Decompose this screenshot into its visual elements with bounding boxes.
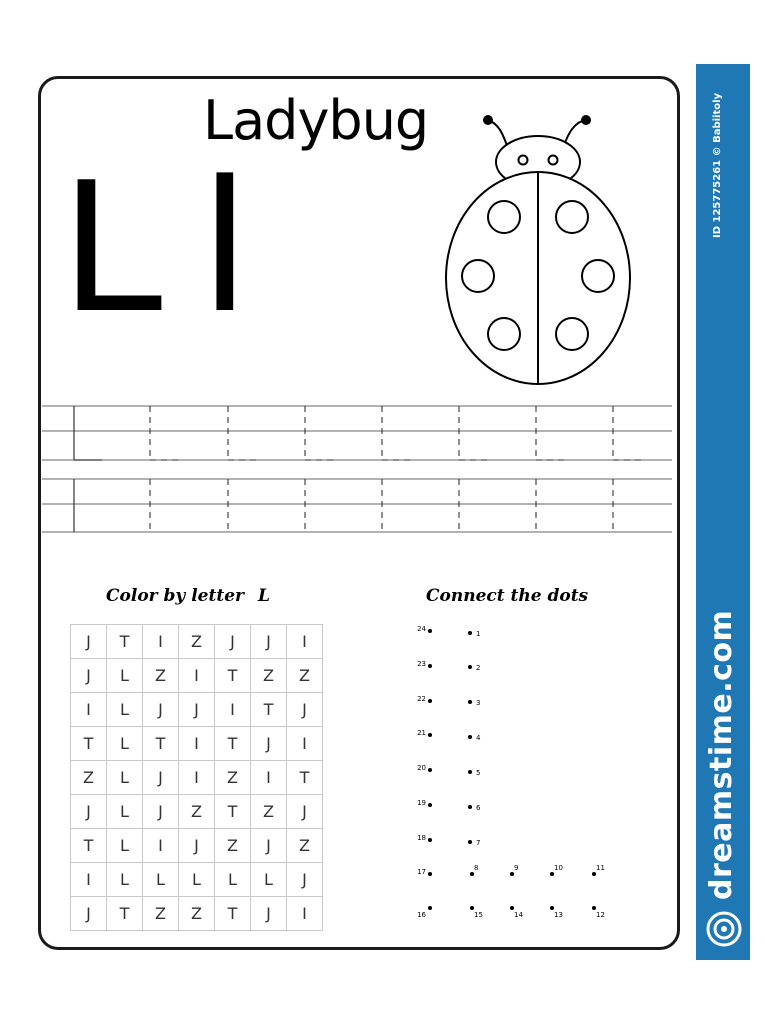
grid-cell: I — [287, 897, 323, 931]
grid-row — [71, 897, 323, 931]
grid-cell: I — [143, 625, 179, 659]
grid-cell: J — [71, 795, 107, 829]
grid-cell: Z — [71, 761, 107, 795]
grid-row — [71, 727, 323, 761]
grid-cell: Z — [179, 897, 215, 931]
grid-cell: Z — [251, 659, 287, 693]
trace-row-2 — [42, 479, 672, 532]
dot-label-11: 11 — [596, 864, 605, 872]
grid-cell: L — [107, 863, 143, 897]
grid-row — [71, 795, 323, 829]
grid-cell: Z — [287, 659, 323, 693]
grid-row — [71, 761, 323, 795]
dreamstime-logo-icon — [706, 911, 742, 947]
grid-cell: Z — [251, 795, 287, 829]
grid-cell: T — [71, 727, 107, 761]
grid-cell: J — [143, 693, 179, 727]
grid-cell: J — [215, 625, 251, 659]
grid-cell: Z — [143, 897, 179, 931]
dot-5 — [468, 770, 472, 774]
dot-label-9: 9 — [514, 864, 519, 872]
grid-cell: Z — [179, 795, 215, 829]
grid-cell: J — [251, 829, 287, 863]
dot-label-23: 23 — [417, 660, 426, 668]
trace-dashes-row-2 — [150, 479, 613, 532]
dot-label-2: 2 — [476, 664, 481, 672]
grid-cell: L — [215, 863, 251, 897]
grid-cell: J — [179, 693, 215, 727]
grid-cell: I — [287, 625, 323, 659]
dot-24 — [428, 629, 432, 633]
color-by-letter-grid — [70, 624, 323, 931]
grid-cell: I — [143, 829, 179, 863]
dot-label-13: 13 — [554, 911, 563, 919]
grid-cell: I — [71, 863, 107, 897]
trace-dashes-row-1 — [150, 406, 641, 460]
big-lowercase-letter: l — [203, 139, 246, 351]
dot-label-8: 8 — [474, 864, 479, 872]
ladybug-illustration — [440, 104, 640, 394]
grid-cell: I — [179, 727, 215, 761]
dot-6 — [468, 805, 472, 809]
dot-9 — [510, 872, 514, 876]
grid-cell: L — [107, 761, 143, 795]
tracing-lines — [0, 398, 696, 538]
dot-18 — [428, 838, 432, 842]
dot-3 — [468, 700, 472, 704]
grid-row — [71, 659, 323, 693]
dot-label-21: 21 — [417, 729, 426, 737]
grid-row — [71, 829, 323, 863]
grid-cell: Z — [287, 829, 323, 863]
dot-1 — [468, 631, 472, 635]
grid-row — [71, 693, 323, 727]
dot-label-18: 18 — [417, 834, 426, 842]
dot-label-16: 16 — [417, 911, 426, 919]
connect-the-dots — [400, 615, 620, 925]
dot-label-24: 24 — [417, 625, 426, 633]
grid-cell: L — [179, 863, 215, 897]
dot-20 — [428, 768, 432, 772]
grid-cell: T — [143, 727, 179, 761]
dot-13 — [550, 906, 554, 910]
dot-label-14: 14 — [514, 911, 523, 919]
color-by-letter-label: Color by letter — [106, 586, 244, 606]
grid-cell: Z — [215, 761, 251, 795]
grid-cell: J — [287, 795, 323, 829]
grid-cell: T — [71, 829, 107, 863]
grid-cell: T — [107, 897, 143, 931]
big-uppercase-letter: L — [62, 139, 168, 351]
dot-label-6: 6 — [476, 804, 481, 812]
grid-cell: Z — [143, 659, 179, 693]
dot-17 — [428, 872, 432, 876]
watermark-id: ID 125775261 © Babiitoly — [712, 92, 723, 238]
color-by-letter-title — [106, 585, 270, 607]
grid-cell: I — [287, 727, 323, 761]
dot-22 — [428, 699, 432, 703]
grid-cell: I — [71, 693, 107, 727]
grid-cell: J — [287, 863, 323, 897]
worksheet-title: Ladybug — [203, 89, 429, 152]
dot-label-10: 10 — [554, 864, 563, 872]
dot-8 — [470, 872, 474, 876]
right-antenna-tip — [581, 115, 591, 125]
dot-label-15: 15 — [474, 911, 483, 919]
grid-cell: J — [251, 625, 287, 659]
grid-cell: T — [215, 659, 251, 693]
dot-label-22: 22 — [417, 695, 426, 703]
dot-7 — [468, 840, 472, 844]
color-target-letter: L — [257, 586, 270, 606]
grid-cell: J — [143, 795, 179, 829]
grid-cell: J — [71, 897, 107, 931]
dot-label-19: 19 — [417, 799, 426, 807]
dot-21 — [428, 733, 432, 737]
grid-cell: T — [215, 727, 251, 761]
dot-4 — [468, 735, 472, 739]
grid-cell: L — [107, 693, 143, 727]
dot-12 — [592, 906, 596, 910]
grid-cell: I — [179, 659, 215, 693]
dot-label-5: 5 — [476, 769, 481, 777]
dot-label-20: 20 — [417, 764, 426, 772]
dot-10 — [550, 872, 554, 876]
big-letter-pair — [62, 139, 246, 351]
grid-cell: I — [251, 761, 287, 795]
dot-label-3: 3 — [476, 699, 481, 707]
dot-11 — [592, 872, 596, 876]
grid-cell: J — [287, 693, 323, 727]
grid-cell: J — [251, 727, 287, 761]
grid-cell: L — [251, 863, 287, 897]
grid-cell: T — [107, 625, 143, 659]
dot-2 — [468, 665, 472, 669]
dot-15 — [470, 906, 474, 910]
grid-cell: L — [107, 659, 143, 693]
grid-cell: J — [251, 897, 287, 931]
grid-cell: J — [71, 625, 107, 659]
watermark-brand: dreamstime.com — [704, 609, 739, 900]
grid-cell: J — [143, 761, 179, 795]
grid-cell: Z — [179, 625, 215, 659]
dot-label-4: 4 — [476, 734, 481, 742]
grid-cell: I — [215, 693, 251, 727]
dot-23 — [428, 664, 432, 668]
dot-label-17: 17 — [417, 868, 426, 876]
grid-cell: I — [179, 761, 215, 795]
grid-cell: L — [143, 863, 179, 897]
grid-cell: T — [287, 761, 323, 795]
grid-row — [71, 625, 323, 659]
grid-cell: T — [215, 897, 251, 931]
left-antenna-tip — [483, 115, 493, 125]
dot-16 — [428, 906, 432, 910]
trace-row-1 — [42, 406, 672, 460]
dot-label-12: 12 — [596, 911, 605, 919]
grid-cell: T — [251, 693, 287, 727]
dot-label-1: 1 — [476, 630, 481, 638]
grid-cell: L — [107, 727, 143, 761]
grid-cell: Z — [215, 829, 251, 863]
connect-dots-title: Connect the dots — [426, 586, 589, 606]
grid-cell: T — [215, 795, 251, 829]
dot-label-7: 7 — [476, 839, 481, 847]
dot-14 — [510, 906, 514, 910]
grid-cell: L — [107, 795, 143, 829]
grid-row — [71, 863, 323, 897]
grid-cell: J — [71, 659, 107, 693]
dot-19 — [428, 803, 432, 807]
grid-cell: L — [107, 829, 143, 863]
grid-cell: J — [179, 829, 215, 863]
